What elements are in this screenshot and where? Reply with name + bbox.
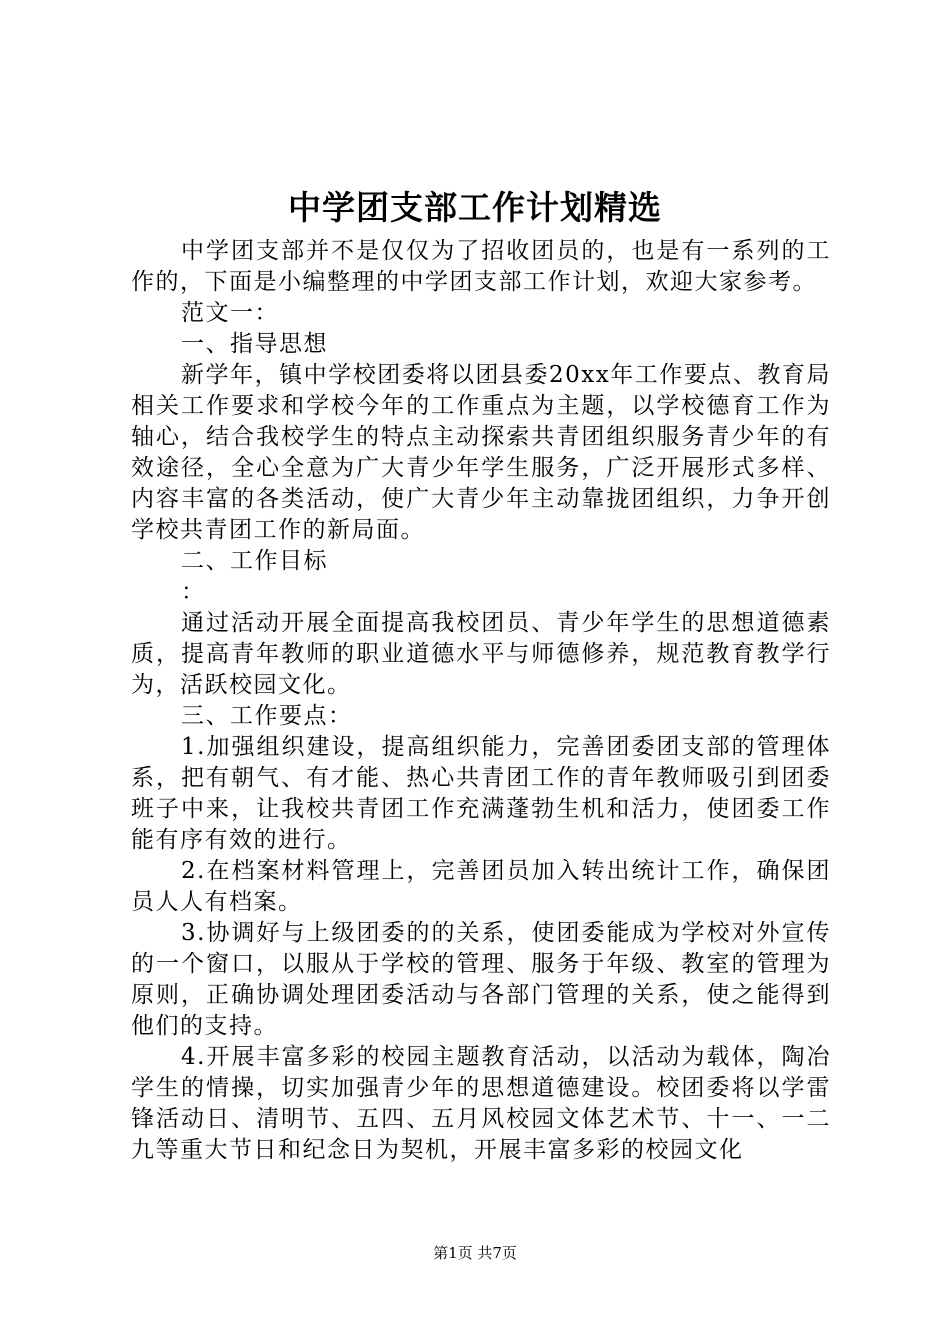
paragraph-guiding-thought: 新学年，镇中学校团委将以团县委20xx年工作要点、教育局相关工作要求和学校今年的工作重点为主题，以学校德育工作为轴心，结合我校学生的特点主动探索共青团组织服务青少年的有效途径，全心全意为广大青少年学生服务，广泛开展形式多样、内容丰富的各类活动，使广大青少年主动靠拢团组织，力争开创学校共青团工作的新局面。 bbox=[131, 362, 831, 543]
document-title: 中学团支部工作计划精选 bbox=[288, 188, 662, 227]
document-body bbox=[131, 236, 831, 1166]
section-heading-work-points: 三、工作要点： bbox=[181, 703, 353, 729]
paragraph-colon: ： bbox=[181, 579, 206, 605]
list-item-point-2: 2.在档案材料管理上，完善团员加入转出统计工作，确保团员人人有档案。 bbox=[131, 858, 831, 915]
paragraph-work-goals: 通过活动开展全面提高我校团员、青少年学生的思想道德素质，提高青年教师的职业道德水平与师德修养，规范教育教学行为，活跃校园文化。 bbox=[131, 610, 831, 698]
section-heading-work-goals: 二、工作目标 bbox=[181, 548, 328, 574]
list-item-point-1: 1.加强组织建设，提高组织能力，完善团委团支部的管理体系，把有朝气、有才能、热心共青团工作的青年教师吸引到团委班子中来，让我校共青团工作充满蓬勃生机和活力，使团委工作能有序有效的进行。 bbox=[131, 734, 831, 853]
list-item-point-4: 4.开展丰富多彩的校园主题教育活动，以活动为载体，陶冶学生的情操，切实加强青少年的思想道德建设。校团委将以学雷锋活动日、清明节、五四、五月风校园文体艺术节、十一、一二九等重大节日和纪念日为契机，开展丰富多彩的校园文化 bbox=[131, 1044, 831, 1163]
paragraph-sample-heading: 范文一： bbox=[181, 300, 279, 326]
list-item-point-3: 3.协调好与上级团委的的关系，使团委能成为学校对外宣传的一个窗口，以服从于学校的管理、服务于年级、教室的管理为原则，正确协调处理团委活动与各部门管理的关系，使之能得到他们的支持。 bbox=[131, 920, 831, 1039]
page-number-footer: 第1页 共7页 bbox=[433, 1244, 517, 1262]
paragraph-intro: 中学团支部并不是仅仅为了招收团员的，也是有一系列的工作的，下面是小编整理的中学团支部工作计划，欢迎大家参考。 bbox=[131, 238, 831, 295]
section-heading-guiding-thought: 一、指导思想 bbox=[181, 331, 328, 357]
